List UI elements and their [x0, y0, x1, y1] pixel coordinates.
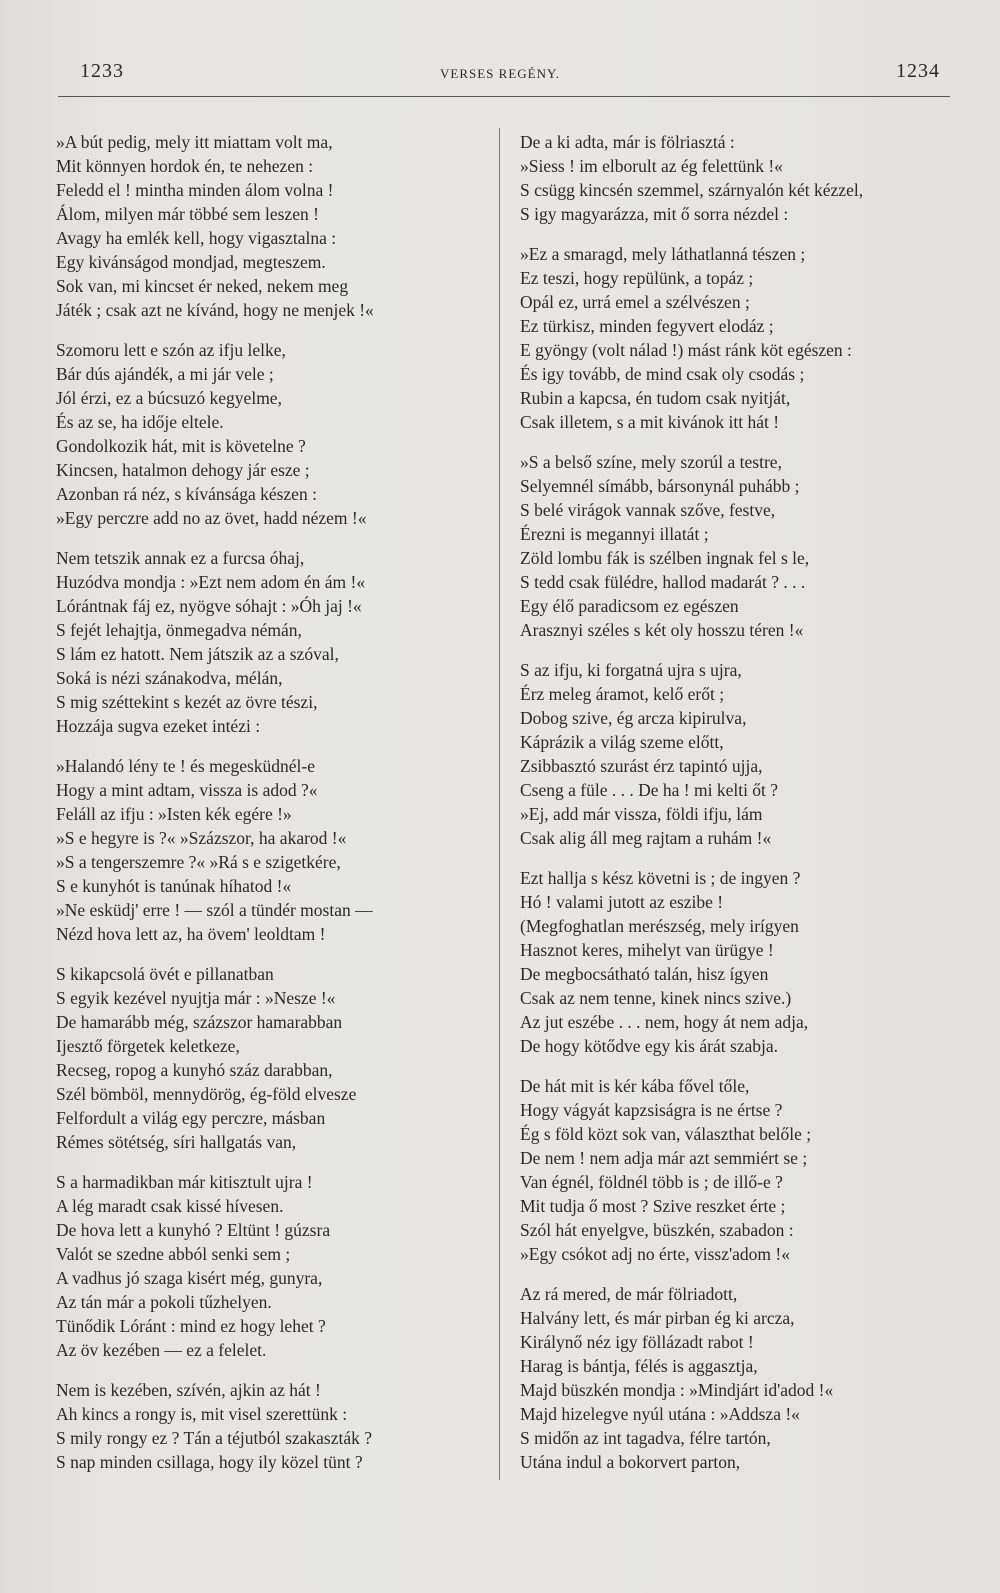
verse-line: Azonban rá néz, s kívánsága készen :: [56, 484, 317, 504]
verse-line: Majd büszkén mondja : »Mindjárt id'adod !«: [520, 1380, 834, 1400]
stanza: [56, 1170, 486, 1362]
verse-line: »S a belső színe, mely szorúl a testre,: [520, 452, 782, 472]
verse-line: S fejét lehajtja, önmegadva némán,: [56, 620, 302, 640]
stanza: [520, 866, 960, 1058]
verse-line: Dobog szive, ég arcza kipirulva,: [520, 708, 747, 728]
left-page-number: 1233: [80, 60, 124, 82]
verse-line: Jól érzi, ez a búcsuzó kegyelme,: [56, 388, 282, 408]
verse-line: De megbocsátható talán, hisz ígyen: [520, 964, 769, 984]
verse-line: S nap minden csillaga, hogy ily közel tünt ?: [56, 1452, 363, 1472]
verse-line: Csak illetem, s a mit kivánok itt hát !: [520, 412, 780, 432]
verse-line: És az se, ha idője eltele.: [56, 412, 224, 432]
verse-line: Feláll az ifju : »Isten kék egére !»: [56, 804, 292, 824]
verse-line: Ez türkisz, minden fegyvert elodáz ;: [520, 316, 774, 336]
verse-line: Királynő néz igy föllázadt rabot !: [520, 1332, 754, 1352]
verse-line: A vadhus jó szaga kisért még, gunyra,: [56, 1268, 323, 1288]
stanza: [56, 754, 486, 946]
stanza: [520, 1074, 960, 1266]
verse-line: Az tán már a pokoli tűzhelyen.: [56, 1292, 272, 1312]
verse-line: Kincsen, hatalmon dehogy jár esze ;: [56, 460, 310, 480]
verse-line: Selyemnél símább, bársonynál puhább ;: [520, 476, 800, 496]
stanza: [520, 1282, 960, 1474]
verse-line: Huzódva mondja : »Ezt nem adom én ám !«: [56, 572, 366, 592]
verse-line: Egy kivánságod mondjad, megteszem.: [56, 252, 326, 272]
verse-line: Érz meleg áramot, kelő erőt ;: [520, 684, 725, 704]
verse-line: Sok van, mi kincset ér neked, nekem meg: [56, 276, 349, 296]
verse-line: Ah kincs a rongy is, mit visel szerettünk :: [56, 1404, 348, 1424]
verse-line: Nem is kezében, szívén, ajkin az hát !: [56, 1380, 321, 1400]
verse-line: »A bút pedig, mely itt miattam volt ma,: [56, 132, 333, 152]
verse-line: Van égnél, földnél több is ; de illő-e ?: [520, 1172, 783, 1192]
verse-line: Csak az nem tenne, kinek nincs szive.): [520, 988, 792, 1008]
stanza: [56, 1378, 486, 1474]
verse-line: Káprázik a világ szeme előtt,: [520, 732, 724, 752]
stanza: [520, 658, 960, 850]
verse-line: Hozzája sugva ezeket intézi :: [56, 716, 261, 736]
verse-line: »Ez a smaragd, mely láthatlanná tészen ;: [520, 244, 806, 264]
verse-line: S midőn az int tagadva, félre tartón,: [520, 1428, 771, 1448]
right-column: [520, 130, 960, 1490]
column-divider: [499, 128, 500, 1480]
verse-line: S mily rongy ez ? Tán a téjutból szakaszták ?: [56, 1428, 373, 1448]
header-rule: [58, 96, 950, 97]
verse-line: E gyöngy (volt nálad !) mást ránk köt egészen :: [520, 340, 852, 360]
verse-line: Hó ! valami jutott az eszibe !: [520, 892, 724, 912]
verse-line: Szól hát enyelgve, büszkén, szabadon :: [520, 1220, 794, 1240]
verse-line: Majd hizelegve nyúl utána : »Addsza !«: [520, 1404, 800, 1424]
verse-line: Az jut eszébe . . . nem, hogy át nem adja,: [520, 1012, 809, 1032]
verse-line: De hát mit is kér kába fővel tőle,: [520, 1076, 750, 1096]
verse-line: »Egy csókot adj no érte, vissz'adom !«: [520, 1244, 790, 1264]
verse-line: Rémes sötétség, síri hallgatás van,: [56, 1132, 297, 1152]
running-title: VERSES REGÉNY.: [440, 66, 560, 81]
verse-line: Zsibbasztó szurást érz tapintó ujja,: [520, 756, 763, 776]
verse-line: Valót se szedne abból senki sem ;: [56, 1244, 291, 1264]
verse-line: Játék ; csak azt ne kívánd, hogy ne menjek !«: [56, 300, 374, 320]
verse-line: S tedd csak fülédre, hallod madarát ? . . .: [520, 572, 806, 592]
verse-line: Az öv kezében — ez a felelet.: [56, 1340, 267, 1360]
verse-line: De a ki adta, már is fölriasztá :: [520, 132, 735, 152]
verse-line: Arasznyi széles s két oly hosszu téren !«: [520, 620, 804, 640]
verse-line: Felfordult a világ egy perczre, másban: [56, 1108, 326, 1128]
verse-line: De hamarább még, százszor hamarabban: [56, 1012, 343, 1032]
page-header: [60, 56, 940, 90]
stanza: [56, 546, 486, 738]
stanza: [520, 450, 960, 642]
verse-line: De hogy kötődve egy kis árát szabja.: [520, 1036, 779, 1056]
verse-line: Rubin a kapcsa, én tudom csak nyitját,: [520, 388, 791, 408]
verse-line: Zöld lombu fák is szélben ingnak fel s le,: [520, 548, 810, 568]
stanza: [520, 242, 960, 434]
verse-line: De nem ! nem adja már azt semmiért se ;: [520, 1148, 808, 1168]
verse-line: Cseng a füle . . . De ha ! mi kelti őt ?: [520, 780, 779, 800]
left-column: [56, 130, 486, 1490]
verse-line: S belé virágok vannak szőve, festve,: [520, 500, 776, 520]
verse-line: Hogy a mint adtam, vissza is adod ?«: [56, 780, 318, 800]
verse-line: Szomoru lett e szón az ifju lelke,: [56, 340, 286, 360]
verse-line: S lám ez hatott. Nem játszik az a szóval,: [56, 644, 339, 664]
verse-line: Tünődik Lóránt : mind ez hogy lehet ?: [56, 1316, 326, 1336]
verse-line: »Egy perczre add no az övet, hadd nézem !«: [56, 508, 367, 528]
verse-line: Hasznot keres, mihelyt van ürügye !: [520, 940, 774, 960]
verse-line: Ez teszi, hogy repülünk, a topáz ;: [520, 268, 754, 288]
verse-line: Feledd el ! mintha minden álom volna !: [56, 180, 334, 200]
verse-line: S igy magyarázza, mit ő sorra nézdel :: [520, 204, 789, 224]
verse-line: A lég maradt csak kissé hívesen.: [56, 1196, 284, 1216]
verse-line: »Ne esküdj' erre ! — szól a tündér mostan —: [56, 900, 373, 920]
verse-line: Ezt hallja s kész követni is ; de ingyen ?: [520, 868, 801, 888]
verse-line: Szél bömböl, mennydörög, ég-föld elvesze: [56, 1084, 357, 1104]
verse-line: Opál ez, urrá emel a szélvészen ;: [520, 292, 750, 312]
verse-line: S a harmadikban már kitisztult ujra !: [56, 1172, 313, 1192]
verse-line: Mit könnyen hordok én, te nehezen :: [56, 156, 314, 176]
verse-line: S csügg kincsén szemmel, szárnyalón két kézzel,: [520, 180, 864, 200]
stanza: [56, 962, 486, 1154]
verse-line: És igy tovább, de mind csak oly csodás ;: [520, 364, 805, 384]
verse-line: S kikapcsolá övét e pillanatban: [56, 964, 274, 984]
verse-line: Harag is bántja, félés is aggasztja,: [520, 1356, 758, 1376]
verse-line: »Ej, add már vissza, földi ifju, lám: [520, 804, 763, 824]
verse-line: Érezni is megannyi illatát ;: [520, 524, 709, 544]
verse-line: Bár dús ajándék, a mi jár vele ;: [56, 364, 274, 384]
stanza: [56, 130, 486, 322]
stanza: [56, 338, 486, 530]
verse-line: Ég s föld közt sok van, választhat belőle ;: [520, 1124, 812, 1144]
verse-line: Egy élő paradicsom ez egészen: [520, 596, 739, 616]
verse-line: Halvány lett, és már pirban ég ki arcza,: [520, 1308, 795, 1328]
verse-line: De hova lett a kunyhó ? Eltünt ! gúzsra: [56, 1220, 331, 1240]
verse-line: Avagy ha emlék kell, hogy vigasztalna :: [56, 228, 337, 248]
verse-line: Lórántnak fáj ez, nyögve sóhajt : »Óh jaj !«: [56, 596, 362, 616]
verse-line: Az rá mered, de már fölriadott,: [520, 1284, 738, 1304]
verse-line: Ijesztő förgetek keletkeze,: [56, 1036, 240, 1056]
verse-line: S egyik kezével nyujtja már : »Nesze !«: [56, 988, 336, 1008]
stanza: [520, 130, 960, 226]
verse-line: S e kunyhót is tanúnak híhatod !«: [56, 876, 292, 896]
verse-line: Csak alig áll meg rajtam a ruhám !«: [520, 828, 772, 848]
verse-line: »Siess ! im elborult az ég felettünk !«: [520, 156, 783, 176]
verse-line: »S a tengerszemre ?« »Rá s e szigetkére,: [56, 852, 341, 872]
verse-line: Nézd hova lett az, ha övem' leoldtam !: [56, 924, 326, 944]
verse-line: »S e hegyre is ?« »Százszor, ha akarod !«: [56, 828, 347, 848]
verse-line: (Megfoghatlan merészség, mely irígyen: [520, 916, 799, 936]
verse-line: Recseg, ropog a kunyhó száz darabban,: [56, 1060, 333, 1080]
verse-line: Hogy vágyát kapzsiságra is ne értse ?: [520, 1100, 783, 1120]
verse-line: »Halandó lény te ! és megesküdnél-e: [56, 756, 316, 776]
verse-line: Gondolkozik hát, mit is követelne ?: [56, 436, 306, 456]
verse-line: S az ifju, ki forgatná ujra s ujra,: [520, 660, 742, 680]
verse-line: Mit tudja ő most ? Szive reszket érte ;: [520, 1196, 786, 1216]
right-page-number: 1234: [896, 60, 940, 82]
verse-line: Álom, milyen már többé sem leszen !: [56, 204, 319, 224]
verse-line: Soká is nézi szánakodva, mélán,: [56, 668, 283, 688]
verse-line: Nem tetszik annak ez a furcsa óhaj,: [56, 548, 305, 568]
verse-line: Utána indul a bokorvert parton,: [520, 1452, 741, 1472]
verse-line: S mig széttekint s kezét az övre tészi,: [56, 692, 318, 712]
